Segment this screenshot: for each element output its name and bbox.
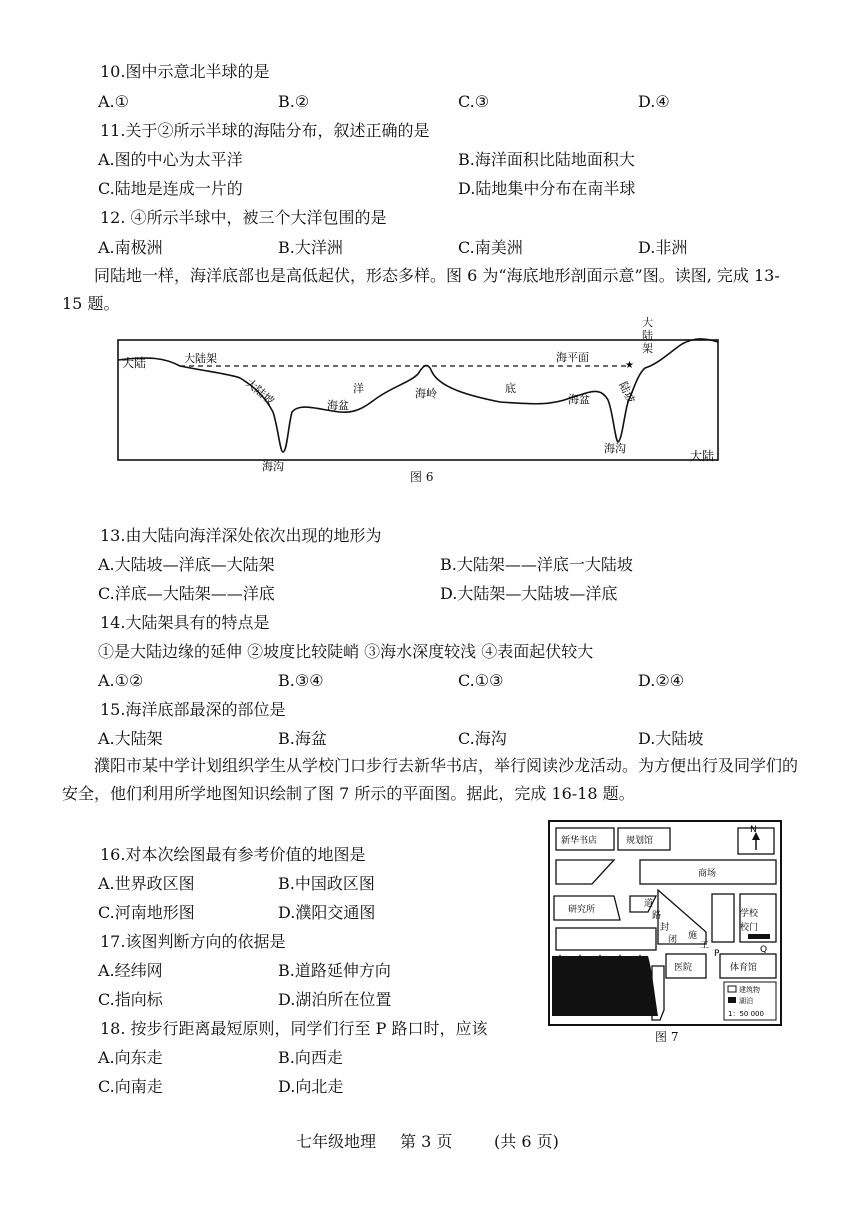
- q10-option-a[interactable]: A.①: [98, 92, 129, 111]
- legend-lake-swatch: [728, 997, 736, 1003]
- fig6-label-slope-left: 大陆坡: [243, 376, 277, 408]
- fig7-label-mall: 商场: [698, 869, 717, 879]
- fig6-label-trench-left: 海沟: [262, 460, 284, 473]
- q15-option-d[interactable]: D.大陆坡: [638, 729, 704, 748]
- q15-stem: 15.海洋底部最深的部位是: [100, 700, 286, 719]
- footer-page-number: 第 3 页: [400, 1132, 453, 1151]
- fig7-road-char-1: 道: [644, 899, 654, 909]
- fig7-label-planning: 规划馆: [626, 836, 654, 846]
- q13-stem: 13.由大陆向海洋深处依次出现的地形为: [100, 526, 382, 545]
- fig7-label-bookstore: 新华书店: [561, 836, 598, 846]
- intro-paragraph-fig7: 濮阳市某中学计划组织学生从学校门口步行去新华书店，举行阅读沙龙活动。为方便出行及同学们的安全，他们利用所学地图知识绘制了图 7 所示的平面图。据此，完成 16-18 题。: [62, 756, 799, 803]
- q16-option-a[interactable]: A.世界政区图: [98, 874, 195, 893]
- q10-option-c[interactable]: C.③: [458, 92, 490, 111]
- q14-stem: 14.大陆架具有的特点是: [100, 613, 270, 632]
- fig7-gate-marker: [748, 934, 770, 939]
- q17-option-d[interactable]: D.湖泊所在位置: [278, 990, 392, 1009]
- fig7-legend-lake: 湖泊: [739, 997, 753, 1005]
- figure-6-caption: 图 6: [410, 470, 434, 484]
- figure-6-shelf-right-label: 大陆架: [642, 316, 653, 355]
- q18-option-a[interactable]: A.向东走: [98, 1048, 163, 1067]
- fig6-label-trench-right: 海沟: [604, 442, 626, 455]
- q12-option-b[interactable]: B.大洋洲: [278, 238, 343, 257]
- fig6-label-basin-right: 海盆: [568, 393, 590, 406]
- q18-option-c[interactable]: C.向南走: [98, 1077, 163, 1096]
- q18-stem: 18. 按步行距离最短原则，同学们行至 P 路口时，应该: [100, 1019, 488, 1038]
- figure-7-town-map: [548, 820, 782, 1026]
- fig6-label-land-right: 大陆: [690, 449, 715, 463]
- q11-option-c[interactable]: C.陆地是连成一片的: [98, 179, 243, 198]
- fig6-label-floor: 底: [505, 382, 516, 395]
- legend-building-swatch: [728, 986, 736, 992]
- q12-option-a[interactable]: A.南极洲: [98, 238, 163, 257]
- q13-option-d[interactable]: D.大陆架—大陆坡—洋底: [440, 584, 618, 603]
- q17-option-b[interactable]: B.道路延伸方向: [278, 961, 391, 980]
- q16-stem: 16.对本次绘图最有参考价值的地图是: [100, 845, 366, 864]
- fig6-label-land-left: 大陆: [122, 356, 147, 370]
- figure-7-caption: 图 7: [655, 1030, 679, 1044]
- figure-6-seafloor-profile: [110, 312, 730, 492]
- q15-option-b[interactable]: B.海盆: [278, 729, 327, 748]
- fig7-label-hospital: 医院: [674, 963, 693, 973]
- q15-option-c[interactable]: C.海沟: [458, 729, 507, 748]
- fig6-marker-star: ★: [625, 360, 634, 371]
- fig7-label-north: N: [750, 825, 757, 835]
- fig7-road-char-5: 施: [688, 931, 698, 941]
- q10-option-d[interactable]: D.④: [638, 92, 670, 111]
- fig7-label-p: P: [714, 949, 720, 959]
- q14-option-d[interactable]: D.②④: [638, 671, 685, 690]
- footer-total-pages: (共 6 页): [494, 1132, 559, 1151]
- fig7-scale: 1：50 000: [728, 1010, 764, 1018]
- q15-option-a[interactable]: A.大陆架: [98, 729, 163, 748]
- q14-option-a[interactable]: A.①②: [98, 671, 144, 690]
- fig6-label-basin-left: 海盆: [327, 399, 349, 412]
- q13-option-c[interactable]: C.洋底—大陆架——洋底: [98, 584, 275, 603]
- q11-option-d[interactable]: D.陆地集中分布在南半球: [458, 179, 636, 198]
- fig6-label-ridge: 海岭: [415, 387, 437, 400]
- q17-option-a[interactable]: A.经纬网: [98, 961, 163, 980]
- fig7-road-char-6: 工: [700, 941, 710, 951]
- fig6-label-sea-level: 海平面: [556, 351, 589, 364]
- fig7-label-gate: 校门: [740, 923, 759, 933]
- q14-option-c[interactable]: C.①③: [458, 671, 504, 690]
- fig7-legend-building: 建筑物: [739, 986, 760, 994]
- fig6-label-shelf-left: 大陆架: [184, 352, 217, 365]
- q11-option-b[interactable]: B.海洋面积比陆地面积大: [458, 150, 635, 169]
- fig6-label-ocean: 洋: [353, 382, 364, 395]
- q13-option-b[interactable]: B.大陆架——洋底一大陆坡: [440, 555, 633, 574]
- q17-stem: 17.该图判断方向的依据是: [100, 932, 286, 951]
- q12-stem: 12. ④所示半球中，被三个大洋包围的是: [100, 208, 387, 227]
- q18-option-b[interactable]: B.向西走: [278, 1048, 343, 1067]
- fig7-lake: [552, 956, 658, 1016]
- q17-option-c[interactable]: C.指向标: [98, 990, 163, 1009]
- q18-option-d[interactable]: D.向北走: [278, 1077, 344, 1096]
- q12-option-d[interactable]: D.非洲: [638, 238, 688, 257]
- q14-option-b[interactable]: B.③④: [278, 671, 324, 690]
- fig7-label-q: Q: [760, 945, 768, 955]
- fig7-road-char-3: 封: [660, 923, 670, 933]
- fig7-label-institute: 研究所: [568, 905, 596, 915]
- q16-option-c[interactable]: C.河南地形图: [98, 903, 195, 922]
- q10-stem: 10.图中示意北半球的是: [100, 62, 270, 81]
- q12-option-c[interactable]: C.南美洲: [458, 238, 523, 257]
- q13-option-a[interactable]: A.大陆坡—洋底—大陆架: [98, 555, 275, 574]
- fig7-road-char-2: 路: [652, 911, 662, 921]
- q10-option-b[interactable]: B.②: [278, 92, 310, 111]
- q16-option-d[interactable]: D.濮阳交通图: [278, 903, 376, 922]
- fig6-label-slope-right: 陆坡: [616, 379, 638, 406]
- footer-subject: 七年级地理: [296, 1132, 377, 1151]
- fig7-road-char-4: 闭: [668, 935, 678, 945]
- q16-option-b[interactable]: B.中国政区图: [278, 874, 375, 893]
- q11-option-a[interactable]: A.图的中心为太平洋: [98, 150, 243, 169]
- fig7-label-gym: 体育馆: [730, 963, 758, 973]
- intro-paragraph-fig6: 同陆地一样，海洋底部也是高低起伏，形态多样。图 6 为“海底地形剖面示意”图。读图, 完成 13-15 题。: [62, 266, 780, 313]
- q11-stem: 11.关于②所示半球的海陆分布，叙述正确的是: [100, 121, 430, 140]
- q14-statements: ①是大陆边缘的延伸 ②坡度比较陡峭 ③海水深度较浅 ④表面起伏较大: [98, 642, 594, 661]
- fig7-label-school: 学校: [740, 909, 759, 919]
